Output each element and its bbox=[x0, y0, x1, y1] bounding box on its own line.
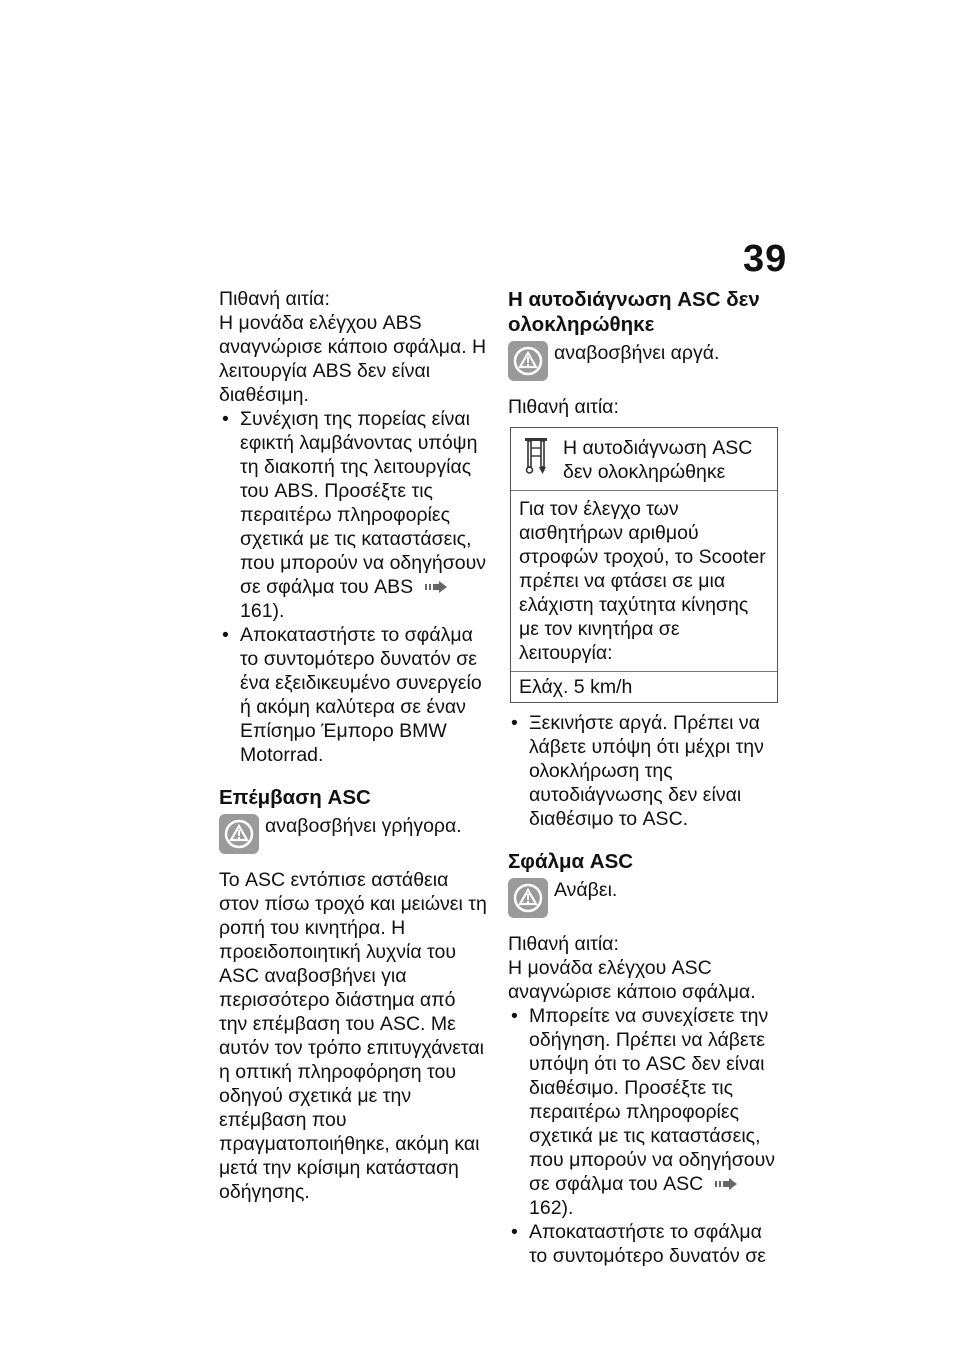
info-box-title: Η αυτοδιάγνωση ASC δεν ολοκληρώθηκε bbox=[563, 437, 753, 483]
indicator-row bbox=[508, 876, 778, 918]
bullet-text: Ξεκινήστε αργά. Πρέπει να λάβετε υπόψη ότι μέχρι την ολοκλήρωση της αυτοδιάγνωσης δεν είναι διαθέσιμο το ASC. bbox=[529, 712, 764, 830]
cause-label: Πιθανή αιτία: bbox=[508, 396, 619, 418]
diagnosis-tool-icon bbox=[519, 436, 555, 476]
info-box-header bbox=[511, 428, 777, 491]
asc-warning-light-icon bbox=[508, 878, 548, 918]
list-item bbox=[219, 407, 489, 623]
bullet-text: Αποκαταστήστε το σφάλμα το συντομότερο δυνατόν σε bbox=[529, 1221, 766, 1267]
indicator-text: αναβοσβήνει αργά. bbox=[554, 342, 720, 364]
cause-text: Η μονάδα ελέγχου ASC αναγνώρισε κάποιο σφάλμα. bbox=[508, 957, 756, 1003]
bullet-dot: • bbox=[222, 408, 229, 430]
bullet-text: Αποκαταστήστε το σφάλμα το συντομότερο δυνατόν σε ένα εξειδικευμένο συνεργείο ή ακόμη καλύτερα σε έναν Επίσημο Έμπορο BMW Motorrad. bbox=[240, 624, 482, 766]
bullet-dot: • bbox=[511, 1005, 518, 1027]
info-box-value: Ελάχ. 5 km/h bbox=[519, 676, 633, 698]
list-item bbox=[508, 1004, 778, 1220]
asc-warning-light-icon bbox=[219, 814, 259, 854]
indicator-row bbox=[508, 339, 778, 381]
cause-text: Η μονάδα ελέγχου ABS αναγνώρισε κάποιο σφάλμα. Η λειτουργία ABS δεν είναι διαθέσιμη. bbox=[219, 312, 487, 406]
cause-label: Πιθανή αιτία: bbox=[219, 288, 330, 310]
info-box-body bbox=[511, 491, 777, 672]
bullet-dot: • bbox=[511, 712, 518, 734]
bullet-dot: • bbox=[222, 624, 229, 646]
page-reference-arrow-icon bbox=[425, 581, 447, 593]
section-body: Το ASC εντόπισε αστάθεια στον πίσω τροχό και μειώνει τη ροπή του κινητήρα. Η προειδοποιητική λυχνία του ASC αναβοσβήνει για περισσότερο διάστημα από την επέμβαση του ASC. Με αυτόν τον τρόπο επιτυγχάνεται η οπτική πληροφόρηση του οδηγού σχετικά με την επέμβαση που πραγματοποιήθηκε, ακόμη και μετά την κρίσιμη κατάσταση οδήγησης. bbox=[219, 869, 487, 1203]
bullet-list bbox=[508, 711, 778, 831]
page-reference[interactable]: 162). bbox=[529, 1197, 574, 1219]
info-box bbox=[510, 427, 778, 703]
bullet-text: Μπορείτε να συνεχίσετε την οδήγηση. Πρέπει να λάβετε υπόψη ότι το ASC δεν είναι διαθέσιμο. Προσέξτε τις περαιτέρω πληροφορίες σχετικά με τις καταστάσεις, που μπορούν να οδηγήσουν σε σφάλμα του ASC bbox=[529, 1005, 776, 1195]
bullet-dot: • bbox=[511, 1221, 518, 1243]
cause-label: Πιθανή αιτία: bbox=[508, 933, 619, 955]
asc-warning-light-icon bbox=[508, 341, 548, 381]
section-heading: Σφάλμα ASC bbox=[508, 850, 634, 873]
bullet-text: Συνέχιση της πορείας είναι εφικτή λαμβάνοντας υπόψη τη διακοπή της λειτουργίας του ABS. Προσέξτε τις περαιτέρω πληροφορίες σχετικά με τις καταστάσεις, που μπορούν να οδηγήσουν σε σφάλμα του ABS bbox=[240, 408, 487, 598]
list-item bbox=[508, 1220, 778, 1268]
list-item bbox=[508, 711, 778, 831]
indicator-text: αναβοσβήνει γρήγορα. bbox=[265, 815, 462, 837]
info-box-text: Για τον έλεγχο των αισθητήρων αριθμού στροφών τροχού, το Scooter πρέπει να φτάσει σε μια ελάχιστη ταχύτητα κίνησης με τον κινητήρα σε λειτουργία: bbox=[519, 498, 766, 664]
bullet-list bbox=[219, 407, 489, 767]
section-heading: Επέμβαση ASC bbox=[219, 786, 371, 809]
page-number: 39 bbox=[743, 238, 788, 280]
bullet-list bbox=[508, 1004, 778, 1268]
right-column bbox=[508, 287, 778, 1268]
indicator-text: Ανάβει. bbox=[554, 879, 618, 901]
page-reference[interactable]: 161). bbox=[240, 600, 285, 622]
indicator-row bbox=[219, 812, 489, 854]
page-reference-arrow-icon bbox=[715, 1178, 737, 1190]
list-item bbox=[219, 623, 489, 767]
section-heading: Η αυτοδιάγνωση ASC δεν ολοκληρώθηκε bbox=[508, 288, 760, 336]
left-column bbox=[219, 287, 489, 1204]
